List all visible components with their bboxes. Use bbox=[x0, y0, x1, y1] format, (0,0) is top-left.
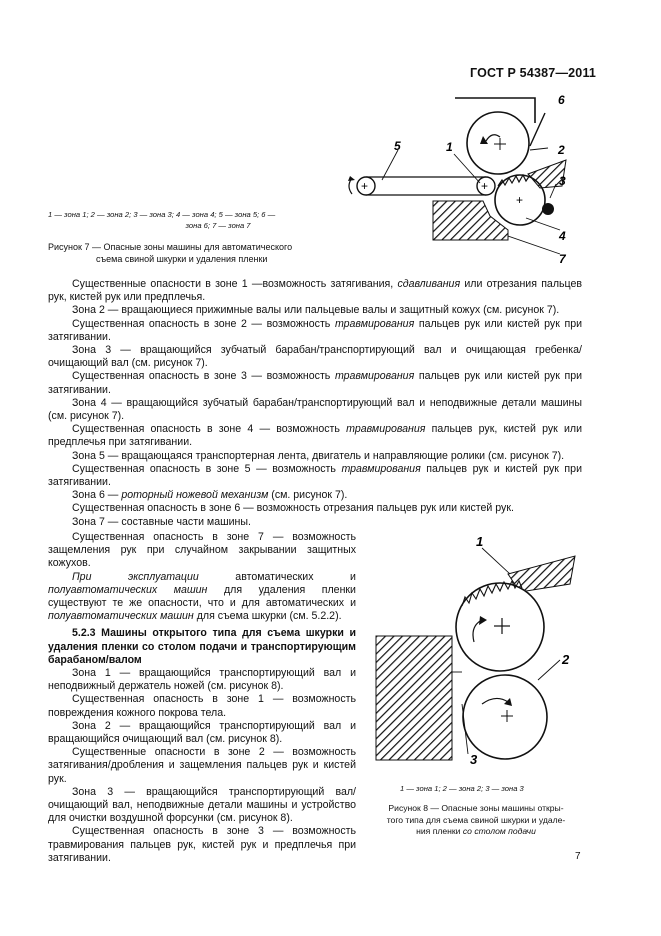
figure-8-caption-line-3: ния пленки со столом подачи bbox=[416, 826, 536, 836]
paragraph: Зона 5 — вращающаяся транспортерная лента, двигатель и направляющие ролики (см. рисунок 7). bbox=[72, 449, 565, 462]
figure-7-legend bbox=[48, 209, 348, 231]
fig7-label-6: 6 bbox=[558, 93, 565, 107]
paragraph: Существенная опасность в зоне 1 — возможность повреждения кожного покрова тела. bbox=[48, 693, 356, 719]
paragraph: Зона 7 — составные части машины. bbox=[72, 515, 251, 528]
paragraph: Существенная опасность в зоне 3 — возможность травмирования пальцев рук или кистей рук при затягивании. bbox=[48, 370, 582, 396]
svg-text:+: + bbox=[481, 179, 489, 193]
fig8-label-1: 1 bbox=[476, 534, 484, 549]
figure-7-legend-line-1: 1 — зона 1; 2 — зона 2; 3 — зона 3; 4 — зона 4; 5 — зона 5; 6 — bbox=[48, 210, 276, 219]
paragraph: Зона 2 — вращающийся транспортирующий вал и вращающийся очищающий вал (см. рисунок 8). bbox=[48, 719, 356, 746]
figure-7-caption bbox=[48, 241, 348, 265]
fig7-label-7: 7 bbox=[559, 252, 566, 266]
paragraph: Существенная опасность в зоне 5 — возможность травмирования пальцев рук и кистей рук при затягивании. bbox=[48, 462, 582, 489]
fig8-label-3: 3 bbox=[470, 752, 478, 767]
paragraph: Зона 1 — вращающийся транспортирующий вал и неподвижный держатель ножей (см. рисунок 8). bbox=[48, 667, 356, 693]
figure-7-diagram bbox=[330, 88, 590, 268]
paragraph: Зона 6 — роторный ножевой механизм (см. рисунок 7). bbox=[72, 489, 348, 502]
paragraph: Существенная опасность в зоне 4 — возможность травмирования пальцев рук, кистей рук или предплечья при затягивании. bbox=[48, 423, 583, 449]
page-number: 7 bbox=[575, 851, 581, 862]
svg-text:+: + bbox=[361, 179, 369, 193]
fig7-label-5: 5 bbox=[394, 139, 401, 153]
standard-header: ГОСТ Р 54387—2011 bbox=[470, 66, 597, 80]
paragraph: Существенная опасность в зоне 7 — возможность защемления рук при случайном закрывании защитных кожухов. bbox=[48, 531, 356, 570]
paragraph: Существенные опасности в зоне 1 —возможность затягивания, сдавливания или отрезания пальцев рук, кистей рук или предплечья. bbox=[48, 278, 582, 304]
cleaning-roller bbox=[542, 203, 554, 215]
body-text-left-column bbox=[48, 531, 356, 865]
figure-8-caption-line-1: Рисунок 8 — Опасные зоны машины откры- bbox=[388, 803, 564, 813]
figure-8-caption-line-2: того типа для съема свиной шкурки и удале- bbox=[386, 814, 566, 825]
cleaning-roller bbox=[463, 675, 547, 759]
figure-8-diagram bbox=[370, 532, 585, 772]
upper-roller bbox=[467, 112, 529, 174]
section-number: 5.2.3 bbox=[72, 627, 96, 640]
paragraph: Зона 3 — вращающийся зубчатый барабан/транспортирующий вал и очищающая гребенка/очищающий вал (см. рисунок 7). bbox=[48, 344, 582, 370]
paragraph: Зона 3 — вращающийся транспортирующий вал/очищающий вал, неподвижные детали машины и устройство для очистки воздушной форсунки (см. рисунок 8). bbox=[48, 785, 356, 825]
svg-text:+: + bbox=[516, 193, 524, 207]
fig7-label-3: 3 bbox=[559, 174, 566, 188]
figure-8-legend: 1 — зона 1; 2 — зона 2; 3 — зона 3 bbox=[400, 784, 524, 793]
transport-drum bbox=[456, 583, 544, 671]
fig7-label-1: 1 bbox=[446, 140, 453, 154]
paragraph: Зона 2 — вращающиеся прижимные валы или пальцевые валы и защитный кожух (см. рисунок 7). bbox=[72, 304, 560, 317]
paragraph: При эксплуатации автоматических и полуавтоматических машин для удаления пленки существуют те же опасности, что и для автоматических и полуавтоматических машин для съема шкурки (см. 5.2.2). bbox=[48, 570, 356, 623]
figure-7-legend-line-2: зона 6; 7 — зона 7 bbox=[185, 221, 251, 230]
body-text-full bbox=[48, 278, 582, 529]
paragraph: Зона 4 — вращающийся зубчатый барабан/транспортирующий вал и неподвижные детали машины (см. рисунок 7). bbox=[48, 396, 582, 423]
fig7-label-2: 2 bbox=[558, 143, 565, 157]
paragraph: Существенная опасность в зоне 2 — возможность травмирования пальцев рук или кистей рук при затягивании. bbox=[48, 317, 582, 343]
figure-7-caption-line-1: Рисунок 7 — Опасные зоны машины для автоматического bbox=[48, 242, 293, 252]
figure-8-caption bbox=[366, 803, 586, 838]
section-title: Машины открытого типа для съема шкурки и удаления пленки со столом подачи и транспортирующим барабаном/валом bbox=[48, 627, 356, 666]
section-heading bbox=[48, 627, 356, 667]
paragraph: Существенная опасность в зоне 3 — возможность травмирования пальцев рук, кистей рук и предплечья при затягивании. bbox=[48, 825, 356, 864]
paragraph: Существенные опасности в зоне 2 — возможность затягивания/дробления и защемления пальцев рук и кистей рук. bbox=[48, 746, 356, 785]
figure-7-caption-line-2: съема свиной шкурки и удаления пленки bbox=[96, 254, 268, 264]
paragraph: Существенная опасность в зоне 6 — возможность отрезания пальцев рук или кистей рук. bbox=[72, 502, 514, 515]
feed-table bbox=[376, 636, 452, 760]
fig7-label-4: 4 bbox=[559, 229, 566, 243]
fig8-label-2: 2 bbox=[562, 652, 570, 667]
